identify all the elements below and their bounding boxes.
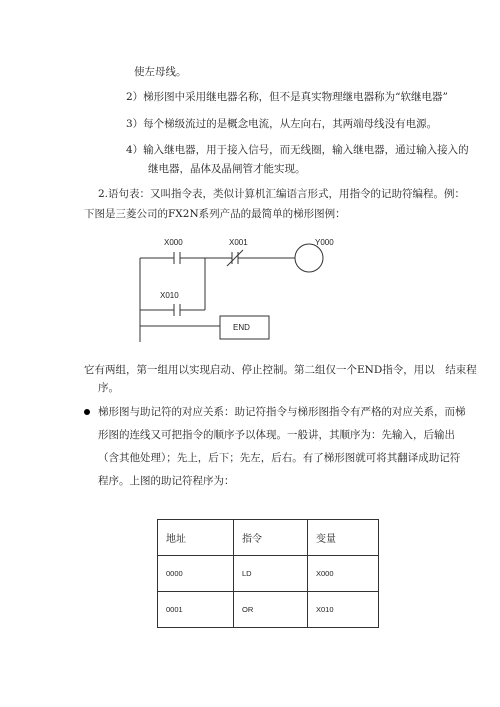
para-line-5b: 下图是三菱公司的FX2N系列产品的最简单的梯形图例： bbox=[84, 208, 346, 220]
cell-instruction: OR bbox=[234, 592, 308, 628]
cell-address: 0001 bbox=[158, 592, 234, 628]
x000-label: X000 bbox=[164, 238, 183, 247]
header-instruction: 指令 bbox=[234, 520, 308, 556]
y000-coil bbox=[295, 244, 323, 272]
para-line-6a: 它有两组，第一组用以实现启动、停止控制。第二组仅一个END指令，用以 结束程 bbox=[84, 364, 477, 376]
header-variable: 变量 bbox=[308, 520, 379, 556]
bullet-icon bbox=[84, 409, 90, 415]
para-line-6b: 序。 bbox=[98, 382, 119, 394]
bullet-line-4: 程序。上图的助记符程序为： bbox=[98, 475, 235, 487]
cell-address: 0000 bbox=[158, 556, 234, 592]
cell-instruction: LD bbox=[234, 556, 308, 592]
bullet-line-1: 梯形图与助记符的对应关系：助记符指令与梯形图指令有严格的对应关系，而梯 bbox=[98, 406, 466, 418]
mnemonic-table bbox=[157, 519, 379, 628]
cell-variable: X000 bbox=[308, 556, 379, 592]
bullet-line-2: 形图的连线又可把指令的顺序予以体现。一般讲，其顺序为：先输入，后输出 bbox=[98, 429, 455, 441]
table-header-row bbox=[158, 520, 379, 556]
end-label: END bbox=[233, 323, 250, 332]
para-line-4b: 继电器，晶体及晶闸管才能实现。 bbox=[148, 163, 306, 175]
x010-label: X010 bbox=[160, 291, 179, 300]
para-line-5a: 2.语句表：又叫指令表，类似计算机汇编语言形式，用指令的记助符编程。例： bbox=[98, 188, 466, 200]
para-line-3: 3）每个梯级流过的是概念电流，从左向右，其两端母线没有电源。 bbox=[126, 118, 438, 130]
x001-label: X001 bbox=[229, 238, 248, 247]
bullet-line-3: （含其他处理）；先上，后下；先左，后右。有了梯形图就可将其翻译成助记符 bbox=[98, 452, 461, 464]
header-address: 地址 bbox=[158, 520, 234, 556]
y000-label: Y000 bbox=[315, 238, 334, 247]
para-line-4a: 4）输入继电器，用于接入信号，而无线圈，输入继电器，通过输入接入的 bbox=[126, 144, 469, 156]
table-row bbox=[158, 592, 379, 628]
para-line-2: 2）梯形图中采用继电器名称，但不是真实物理继电器称为“软继电器” bbox=[126, 91, 448, 103]
para-line-1: 使左母线。 bbox=[134, 66, 187, 78]
cell-variable: X010 bbox=[308, 592, 379, 628]
table-row bbox=[158, 556, 379, 592]
